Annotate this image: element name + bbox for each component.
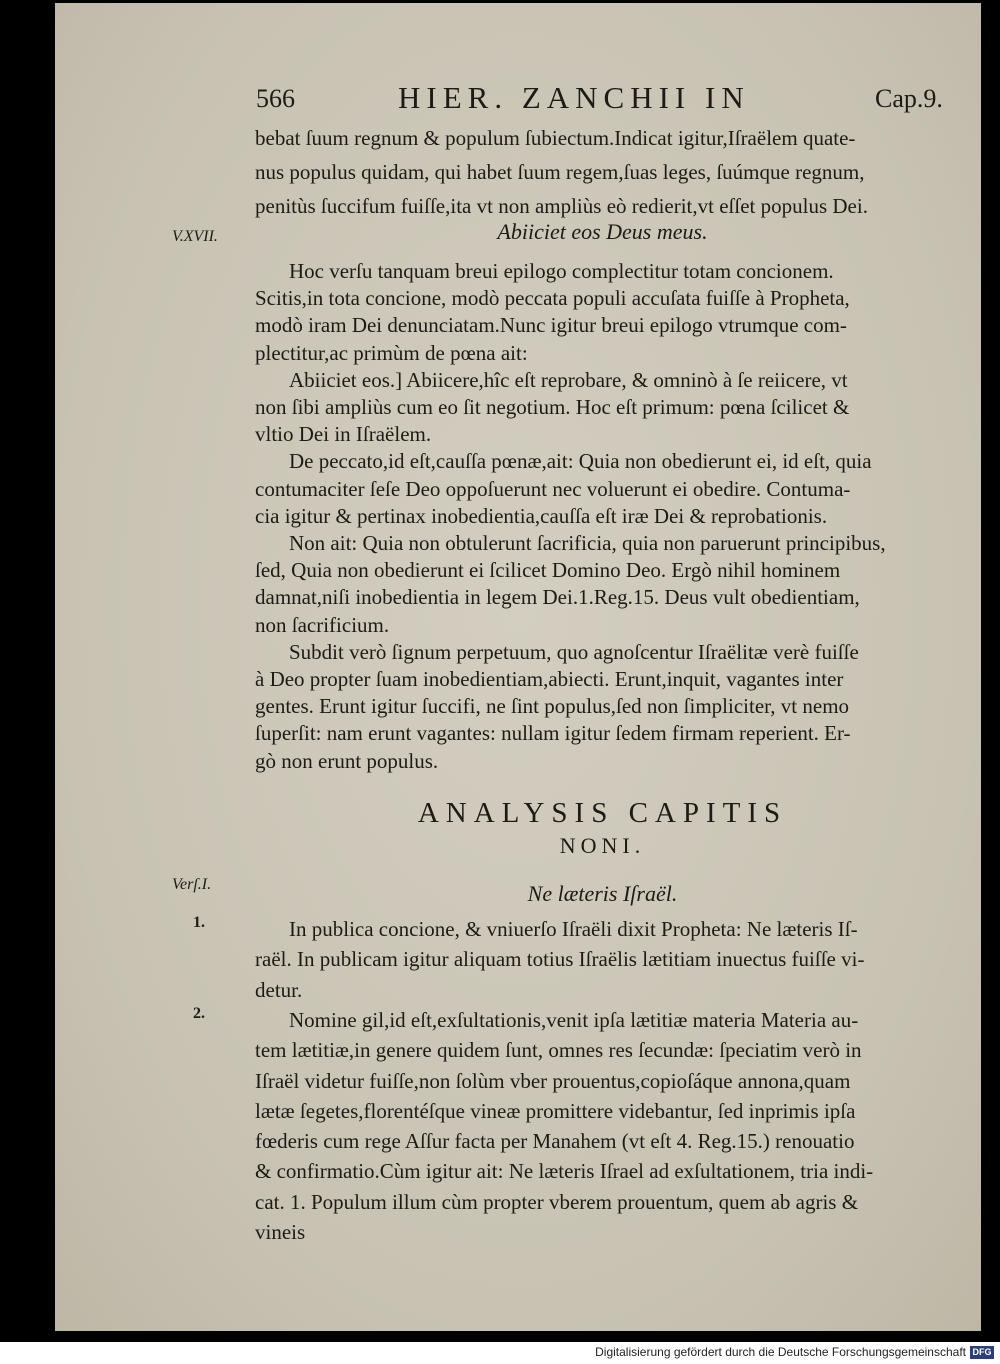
text-line: raël. In publicam igitur aliquam totius Iſraëlis lætitiam inuectus fuiſſe vi- (255, 947, 865, 972)
text-line: & confirmatio.Cùm igitur ait: Ne læteris Iſrael ad exſultationem, tria indi- (255, 1159, 874, 1184)
text-line: ſed, Quia non obedierunt ei ſcilicet Domino Deo. Ergò nihil hominem (255, 558, 841, 583)
margin-verse-17: V.XVII. (172, 228, 218, 245)
text-line: plectitur,ac primùm de pœna ait: (255, 340, 528, 365)
text-line: cia igitur & pertinax inobedientia,cauſſa eſt iræ Dei & reprobationis. (255, 503, 828, 528)
text-line: contumaciter ſeſe Deo oppoſuerunt nec voluerunt ei obedire. Contuma- (255, 476, 851, 501)
text-line: fœderis cum rege Aſſur facta per Manahem (vt eſt 4. Reg.15.) renouatio (255, 1129, 855, 1154)
footer-credit: Digitalisierung gefördert durch die Deutsche Forschungsgemeinschaft (595, 1345, 966, 1359)
text-line: bebat ſuum regnum & populum ſubiectum.Indicat igitur,Iſraëlem quate- (255, 126, 856, 150)
text-line: Iſraël videtur fuiſſe,non ſolùm vber prouentus,copioſáque annona,quam (255, 1068, 851, 1093)
text-line: Hoc verſu tanquam breui epilogo complectitur totam concionem. (289, 259, 834, 283)
text-line: Scitis,in tota concione, modò peccata populi accuſata fuiſſe à Propheta, (255, 286, 850, 311)
text-line: Subdit verò ſignum perpetuum, quo agnoſcentur Iſraëlitæ verè fuiſſe (289, 639, 859, 664)
text-line: cat. 1. Populum illum cùm propter vberem prouentum, quem ab agris & (255, 1189, 859, 1214)
text-line: vltio Dei in Iſraëlem. (255, 422, 432, 447)
page-number: 566 (256, 84, 295, 113)
dfg-logo: DFG (970, 1346, 994, 1359)
text-line: nus populus quidam, qui habet ſuum regem,ſuas leges, ſuúmque regnum, (255, 160, 865, 184)
text-line: damnat,niſi inobedientia in legem Dei.1.Reg.15. Deus vult obedientiam, (255, 585, 860, 610)
margin-vers-1: Verſ.I. (172, 876, 212, 893)
chapter-label: Cap.9. (875, 84, 943, 113)
text-line: vineis (255, 1220, 306, 1244)
verse-heading: Abiiciet eos Deus meus. (497, 219, 708, 244)
text-line: modò iram Dei denunciatam.Nunc igitur breui epilogo vtrumque com- (255, 313, 847, 338)
text-line: Abiiciet eos.] Abiicere,hîc eſt reprobare, & omninò à ſe reiicere, vt (289, 367, 848, 392)
running-title: HIER. ZANCHII IN (398, 80, 750, 115)
margin-num-1: 1. (193, 914, 205, 931)
text-line: ſuperſit: nam erunt vagantes: nullam igitur ſedem firmam reperient. Er- (255, 721, 851, 746)
text-line: detur. (255, 977, 303, 1002)
text-line: lætæ ſegetes,florentéſque vineæ promittere videbantur, ſed inprimis ipſa (255, 1098, 856, 1123)
text-line: tem lætitiæ,in genere quidem ſunt, omnes res ſecundæ: ſpeciatim verò in (255, 1038, 862, 1063)
footer-bar (0, 1342, 1000, 1364)
text-line: à Deo propter ſuam inobedientiam,abiecti. Erunt,inquit, vagantes inter (255, 667, 844, 691)
text-line: gentes. Erunt igitur ſuccifi, ne ſint populus,ſed non ſimpliciter, vt nemo (255, 694, 850, 719)
section-subtitle: NONI. (559, 833, 646, 858)
margin-num-2: 2. (193, 1005, 205, 1022)
text-line: penitùs ſuccifum fuiſſe,ita vt non ampliùs eò redierit,vt eſſet populus Dei. (255, 194, 868, 218)
verse-heading-analysis: Ne læteris Iſraël. (527, 881, 678, 906)
text-line: Nomine gil,id eſt,exſultationis,venit ipſa lætitiæ materia Materia au- (289, 1007, 859, 1032)
text-line: gò non erunt populus. (255, 748, 439, 773)
text-line: In publica concione, & vniuerſo Iſraëli dixit Propheta: Ne læteris Iſ- (289, 917, 858, 941)
text-line: non ſibi ampliùs cum eo ſit negotium. Hoc eſt primum: pœna ſcilicet & (255, 395, 850, 419)
section-title: ANALYSIS CAPITIS (417, 797, 788, 829)
text-line: Non ait: Quia non obtulerunt ſacrificia, quia non paruerunt principibus, (289, 531, 886, 555)
text-line: De peccato,id eſt,cauſſa pœnæ,ait: Quia non obedierunt ei, id eſt, quia (289, 449, 872, 474)
text-line: non ſacrificium. (255, 612, 390, 637)
